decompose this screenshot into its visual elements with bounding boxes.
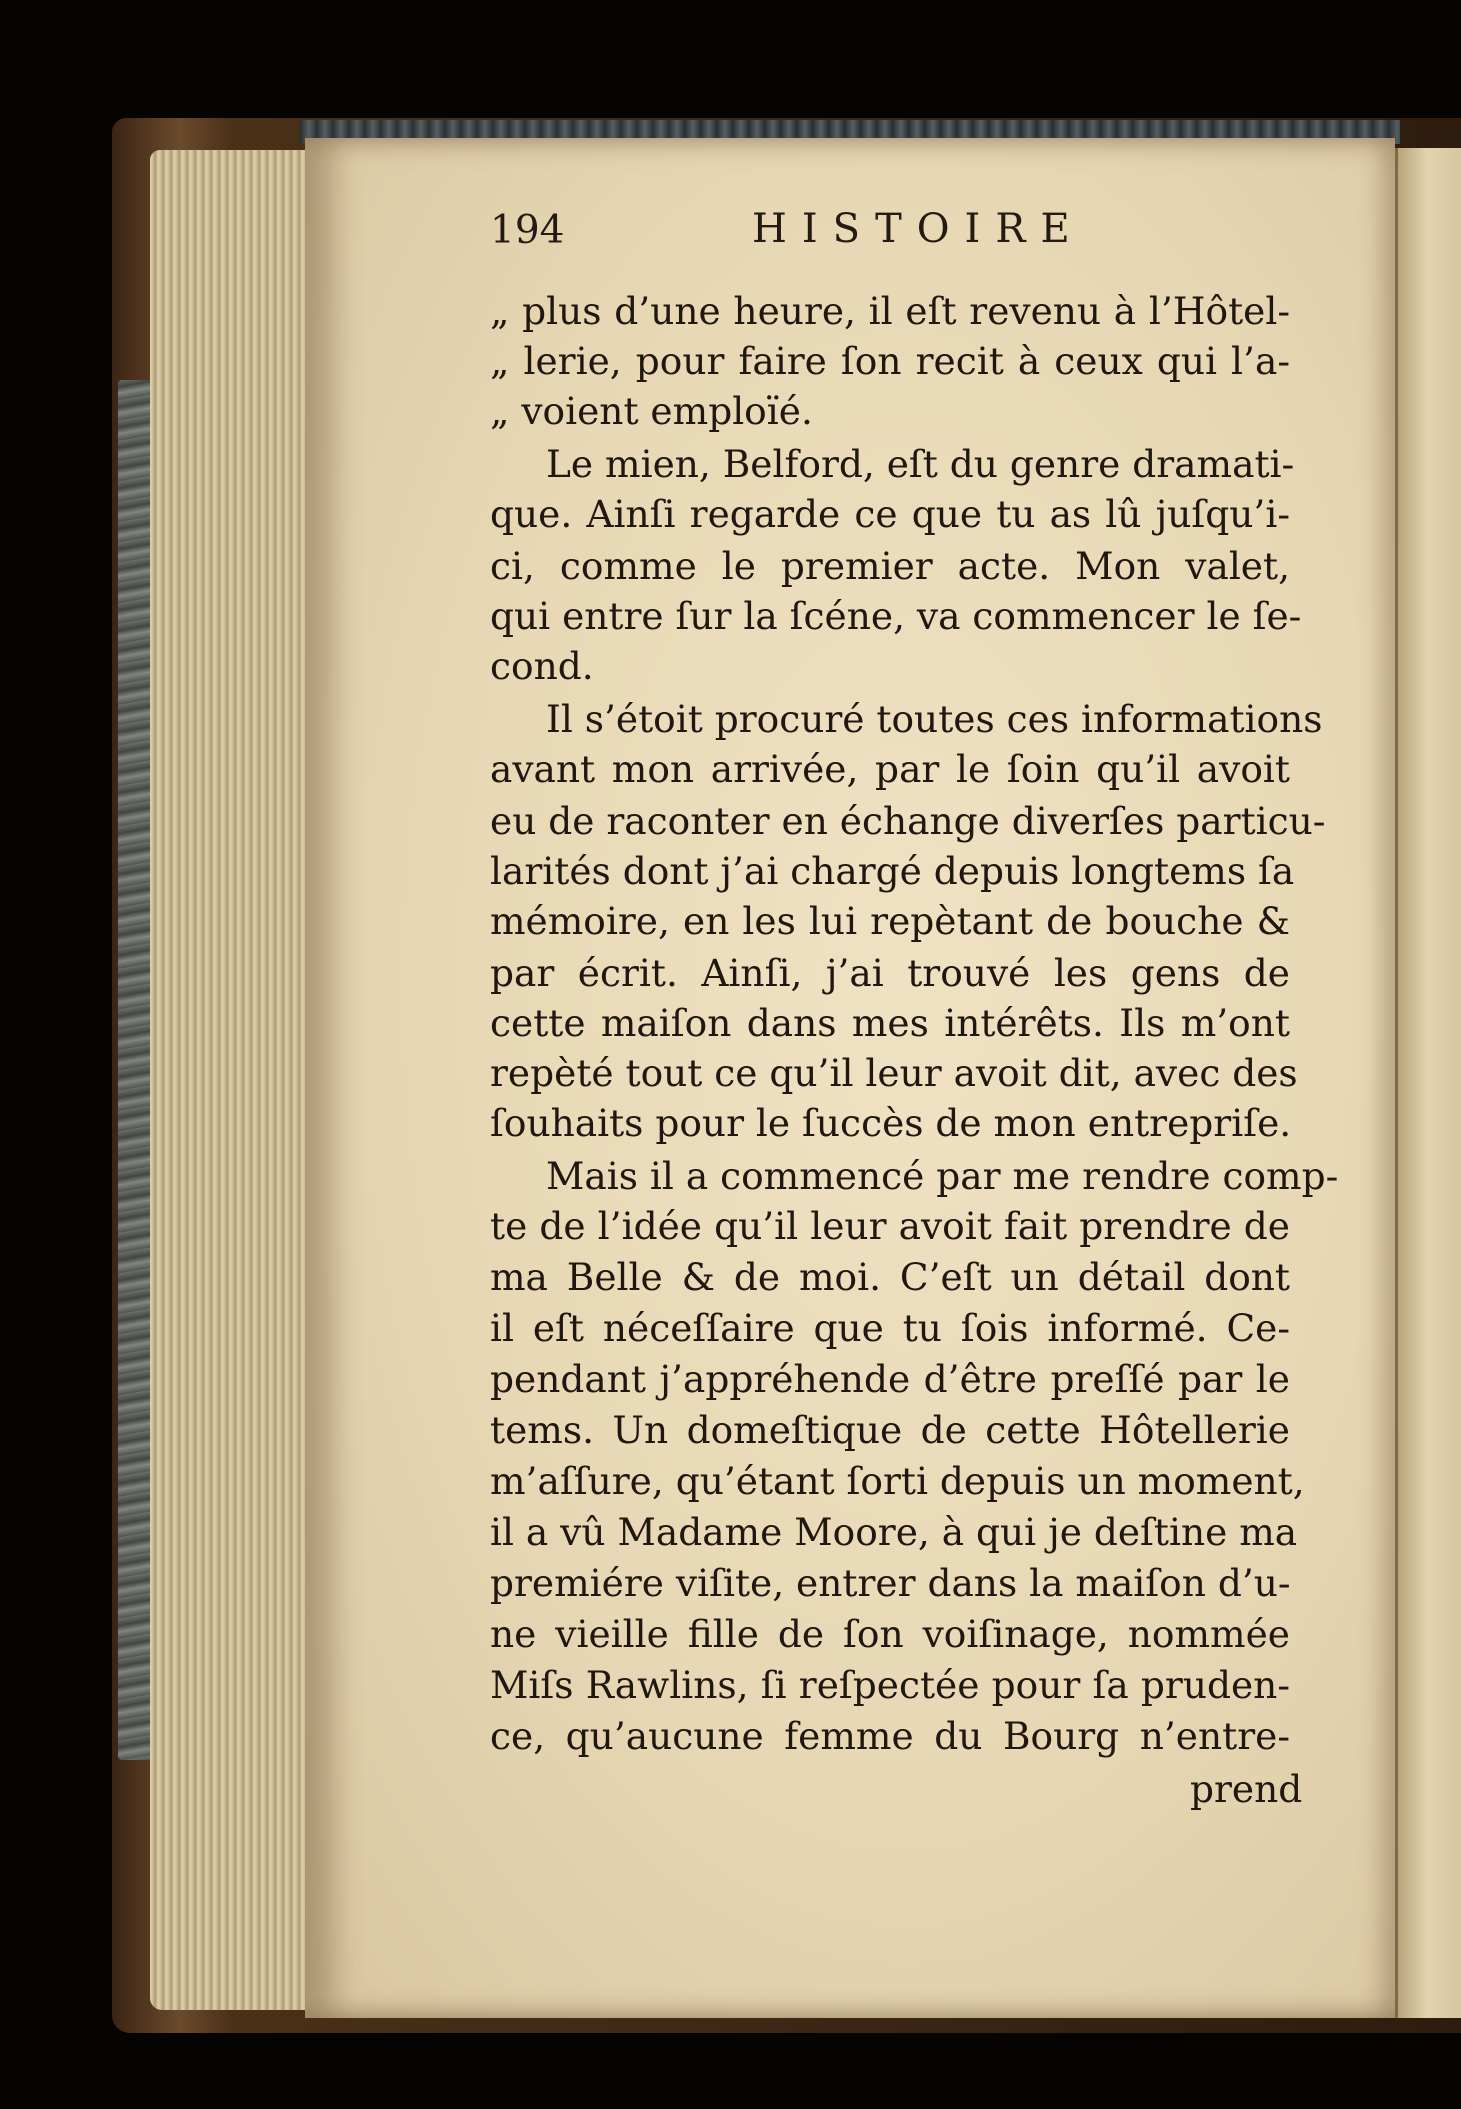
- text-line: ne vieille fille de ſon voiſinage, nommée: [490, 1612, 1290, 1656]
- text-line: ci, comme le premier acte. Mon valet,: [490, 544, 1290, 588]
- text-line: Mais il a commencé par me rendre comp-: [546, 1154, 1339, 1198]
- text-line: te de l’idée qu’il leur avoit fait prendre de: [490, 1204, 1290, 1248]
- page-number: 194: [490, 208, 565, 253]
- text-line: m’aſſure, qu’étant ſorti depuis un moment,: [490, 1459, 1305, 1503]
- text-line: „ voient emploïé.: [490, 389, 813, 433]
- text-line: avant mon arrivée, par le ſoin qu’il avoit: [490, 747, 1290, 791]
- text-line: ma Belle & de moi. C’eſt un détail dont: [490, 1255, 1290, 1299]
- text-line: pendant j’appréhende d’être preſſé par le: [490, 1357, 1290, 1401]
- text-line: repèté tout ce qu’il leur avoit dit, avec des: [490, 1051, 1298, 1095]
- text-line: qui entre ſur la ſcéne, va commencer le ſe-: [490, 594, 1302, 638]
- text-line: Il s’étoit procuré toutes ces informations: [546, 697, 1323, 741]
- text-line: Le mien, Belford, eſt du genre dramati-: [546, 442, 1295, 486]
- text-line: par écrit. Ainſi, j’ai trouvé les gens de: [490, 951, 1290, 995]
- text-line: que. Ainſi regarde ce que tu as lû juſqu’i-: [490, 492, 1290, 536]
- running-head: [490, 208, 1330, 260]
- text-line: ſouhaits pour le ſuccès de mon entrepriſe.: [490, 1101, 1292, 1145]
- running-title: HISTOIRE: [752, 206, 1085, 252]
- text-line: cond.: [490, 644, 594, 688]
- text-block: [490, 285, 1339, 1805]
- text-line: ce, qu’aucune femme du Bourg n’entre-: [490, 1714, 1290, 1758]
- text-line: „ lerie, pour faire ſon recit à ceux qui l’a-: [490, 339, 1290, 383]
- text-line: eu de raconter en échange diverſes particu-: [490, 799, 1326, 843]
- facing-page-edge: [1395, 148, 1461, 2018]
- text-line: cette maiſon dans mes intérêts. Ils m’ont: [490, 1001, 1290, 1045]
- catchword: prend: [1190, 1767, 1303, 1811]
- text-line: „ plus d’une heure, il eſt revenu à l’Hôtel-: [490, 289, 1290, 333]
- text-line: il eſt néceſſaire que tu ſois informé. Ce-: [490, 1306, 1290, 1350]
- text-line: tems. Un domeſtique de cette Hôtellerie: [490, 1408, 1290, 1452]
- text-line: mémoire, en les lui repètant de bouche &: [490, 899, 1290, 943]
- text-line: Miſs Rawlins, ſi reſpectée pour ſa pruden-: [490, 1663, 1290, 1707]
- text-line: larités dont j’ai chargé depuis longtems ſa: [490, 849, 1295, 893]
- text-line: il a vû Madame Moore, à qui je deſtine ma: [490, 1510, 1298, 1554]
- text-line: premiére viſite, entrer dans la maiſon d’u-: [490, 1561, 1291, 1605]
- page-edges: [150, 150, 310, 2010]
